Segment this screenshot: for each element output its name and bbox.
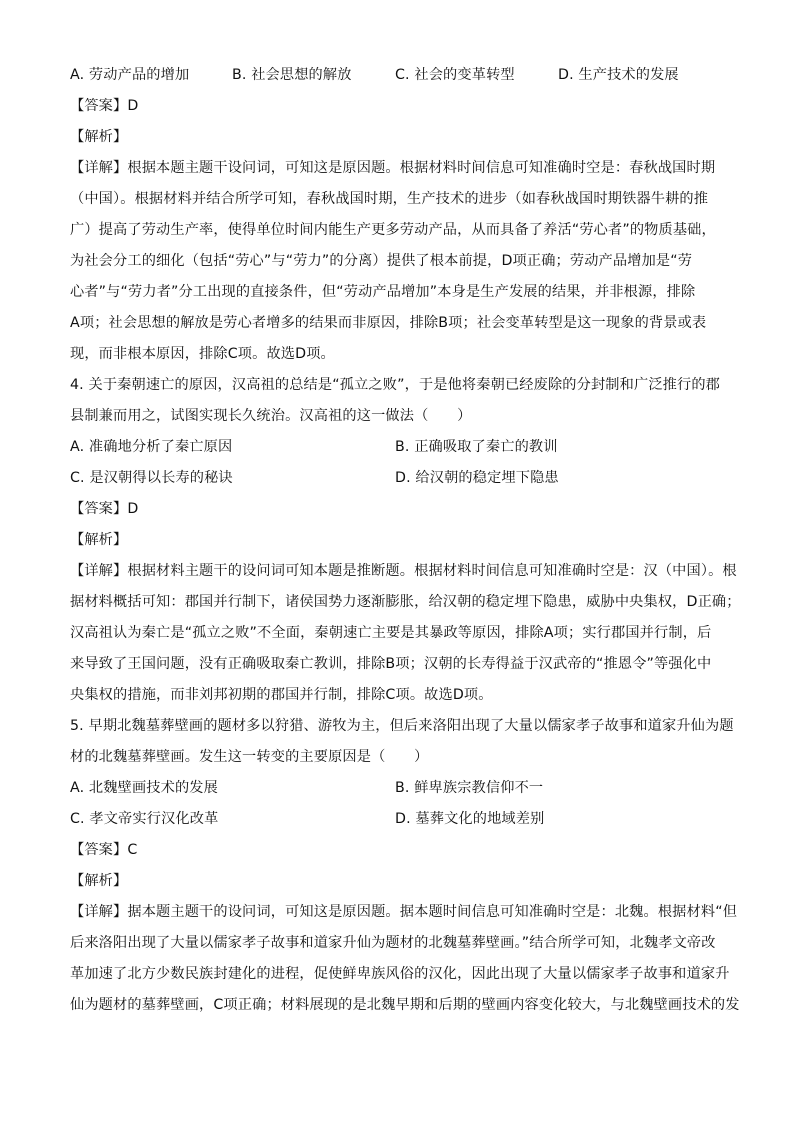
q4-options-row-2 (70, 465, 730, 491)
q5-detail-line: 【详解】据本题主题干的设问词，可知这是原因题。据本题时间信息可知准确时空是：北魏。根据材料“但 (70, 904, 738, 920)
q3-detail-line: A项；社会思想的解放是劳心者增多的结果而非原因，排除B项；社会变革转型是这一现象的背景或表 (70, 315, 707, 331)
q5-analysis-label: 【解析】 (70, 873, 128, 889)
q4-option-c: C. 是汉朝得以长寿的秘诀 (70, 470, 233, 486)
q3-detail-line: 心者”与“劳力者”分工出现的直接条件，但“劳动产品增加”本身是生产发展的结果，并非根源，排除 (70, 284, 696, 300)
q3-detail-line: 为社会分工的细化（包括“劳心”与“劳力”的分离）提供了根本前提，D项正确；劳动产品增加是“劳 (70, 253, 693, 269)
q4-option-d: D. 给汉朝的稳定埋下隐患 (395, 470, 559, 486)
q4-analysis-label: 【解析】 (70, 532, 128, 548)
q5-stem-line: 材的北魏墓葬壁画。发生这一转变的主要原因是（ ） (70, 749, 429, 765)
q3-detail-line: 广）提高了劳动生产率，使得单位时间内能生产更多劳动产品，从而具备了养活“劳心者”的物质基础， (70, 222, 716, 238)
q4-detail-line: 据材料概括可知：郡国并行制下，诸侯国势力逐渐膨胀，给汉朝的稳定埋下隐患，威胁中央集权，D正确； (70, 594, 741, 610)
document-page (70, 62, 741, 1018)
q3-detail-line: 现，而非根本原因，排除C项。故选D项。 (70, 346, 335, 362)
q3-answer: 【答案】D (70, 98, 139, 114)
q4-stem-line: 县制兼而用之，试图实现长久统治。汉高祖的这一做法（ ） (70, 408, 472, 424)
q5-detail-line: 后来洛阳出现了大量以儒家孝子故事和道家升仙为题材的北魏墓葬壁画。”结合所学可知，北魏孝文帝改 (70, 935, 716, 951)
q4-detail-line: 央集权的措施，而非刘邦初期的郡国并行制，排除C项。故选D项。 (70, 687, 493, 703)
q5-option-b: B. 鲜卑族宗教信仰不一 (395, 780, 544, 796)
q3-option-a: A. 劳动产品的增加 (70, 67, 190, 83)
q3-option-b: B. 社会思想的解放 (232, 67, 352, 83)
q5-detail-line: 革加速了北方少数民族封建化的进程，促使鲜卑族风俗的汉化，因此出现了大量以儒家孝子故事和道家升 (70, 966, 730, 982)
q4-stem-line: 4. 关于秦朝速亡的原因，汉高祖的总结是“孤立之败”，于是他将秦朝已经废除的分封制和广泛推行的郡 (70, 377, 721, 393)
q4-detail-line: 来导致了王国问题，没有正确吸取秦亡教训，排除B项；汉朝的长寿得益于汉武帝的“推恩令”等强化中 (70, 656, 712, 672)
q3-detail-line: （中国）。根据材料并结合所学可知，春秋战国时期，生产技术的进步（如春秋战国时期铁器牛耕的推 (70, 191, 709, 207)
q5-stem-line: 5. 早期北魏墓葬壁画的题材多以狩猎、游牧为主，但后来洛阳出现了大量以儒家孝子故事和道家升仙为题 (70, 718, 734, 734)
q5-option-c: C. 孝文帝实行汉化改革 (70, 811, 219, 827)
q3-analysis-label: 【解析】 (70, 129, 128, 145)
q3-options (70, 62, 730, 88)
q4-detail-line: 【详解】根据材料主题干的设问词可知本题是推断题。根据材料时间信息可知准确时空是：汉（中国）。根 (70, 563, 737, 579)
q5-detail (70, 899, 740, 1018)
q5-options-row-2 (70, 806, 730, 832)
q3-option-c: C. 社会的变革转型 (395, 67, 515, 83)
q5-detail-line: 仙为题材的墓葬壁画，C项正确；材料展现的是北魏早期和后期的壁画内容变化较大，与北魏壁画技术的发 (70, 997, 740, 1013)
q5-answer: 【答案】C (70, 842, 138, 858)
q5-option-d: D. 墓葬文化的地域差别 (395, 811, 545, 827)
q4-option-b: B. 正确吸取了秦亡的教训 (395, 439, 558, 455)
q4-detail (70, 558, 741, 708)
q4-answer: 【答案】D (70, 501, 139, 517)
q4-option-a: A. 准确地分析了秦亡原因 (70, 439, 233, 455)
q3-detail-line: 【详解】根据本题主题干设问词，可知这是原因题。根据材料时间信息可知准确时空是：春秋战国时期 (70, 160, 716, 176)
q3-option-d: D. 生产技术的发展 (558, 67, 679, 83)
q5-option-a: A. 北魏壁画技术的发展 (70, 780, 218, 796)
q4-options-row-1 (70, 434, 730, 460)
q3-detail (70, 155, 730, 367)
q4-detail-line: 汉高祖认为秦亡是“孤立之败”不全面，秦朝速亡主要是其暴政等原因，排除A项；实行郡国并行制，后 (70, 625, 712, 641)
q5-options-row-1 (70, 775, 730, 801)
